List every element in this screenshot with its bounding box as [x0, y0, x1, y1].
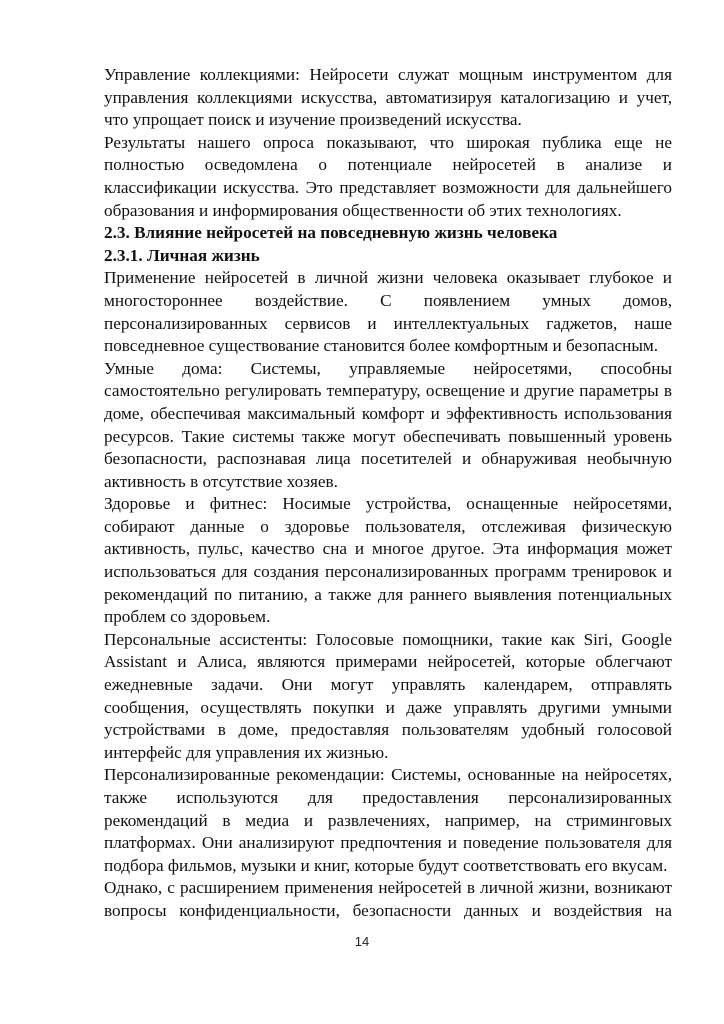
- paragraph-personal-life-intro: Применение нейросетей в личной жизни человека оказывает глубокое и многостороннее воздействие. С появлением умных домов, персонализированных сервисов и интеллектуальных гаджетов, наше повседневное существование становится более комфортным и безопасным.: [104, 268, 672, 356]
- paragraph-recommendations: Персонализированные рекомендации: Системы, основанные на нейросетях, также используются для предоставления персонализированных рекомендаций в медиа и развлечениях, например, на стриминговых платформах. Они анализируют предпочтения и поведение пользователя для подбора фильмов, музыки и книг, которые будут соответствовать его вкусам.: [104, 765, 672, 875]
- paragraph-collection-management: Управление коллекциями: Нейросети служат мощным инструментом для управления коллекциями искусства, автоматизируя каталогизацию и учет, что упрощает поиск и изучение произведений искусства.: [104, 65, 672, 130]
- paragraph-survey-results: Результаты нашего опроса показывают, что широкая публика еще не полностью осведомлена о потенциале нейросетей в анализе и классификации искусства. Это представляет возможности для дальнейшего образования и информирования общественности об этих технологиях.: [104, 132, 672, 220]
- paragraph-smart-homes: Умные дома: Системы, управляемые нейросетями, способны самостоятельно регулировать температуру, освещение и другие параметры в доме, обеспечивая максимальный комфорт и эффективность использования ресурсов. Такие системы также могут обеспечивать повышенный уровень безопасности, распознавая лица посетителей и обнаруживая необычную активность в отсутствие хозяев.: [104, 358, 672, 491]
- page-number: 14: [354, 934, 370, 949]
- body-text: [104, 64, 672, 923]
- section-heading: 2.3. Влияние нейросетей на повседневную жизнь человека: [104, 223, 558, 243]
- paragraph-personal-assistants: Персональные ассистенты: Голосовые помощники, такие как Siri, Google Assistant и Алиса, являются примерами нейросетей, которые облегчают ежедневные задачи. Они могут управлять календарем, отправлять сообщения, осуществлять покупки и даже управлять другими умными устройствами в доме, предоставляя пользователям удобный голосовой интерфейс для управления их жизнью.: [104, 629, 672, 762]
- paragraph-privacy-continues: Однако, с расширением применения нейросетей в личной жизни, возникают вопросы конфиденциальности, безопасности данных и воздействия на: [104, 878, 672, 920]
- subsection-heading: 2.3.1. Личная жизнь: [104, 245, 260, 265]
- paragraph-health-fitness: Здоровье и фитнес: Носимые устройства, оснащенные нейросетями, собирают данные о здоровье пользователя, отслеживая физическую активность, пульс, качество сна и многое другое. Эта информация может использоваться для создания персонализированных программ тренировок и рекомендаций по питанию, а также для раннего выявления потенциальных проблем со здоровьем.: [104, 494, 672, 627]
